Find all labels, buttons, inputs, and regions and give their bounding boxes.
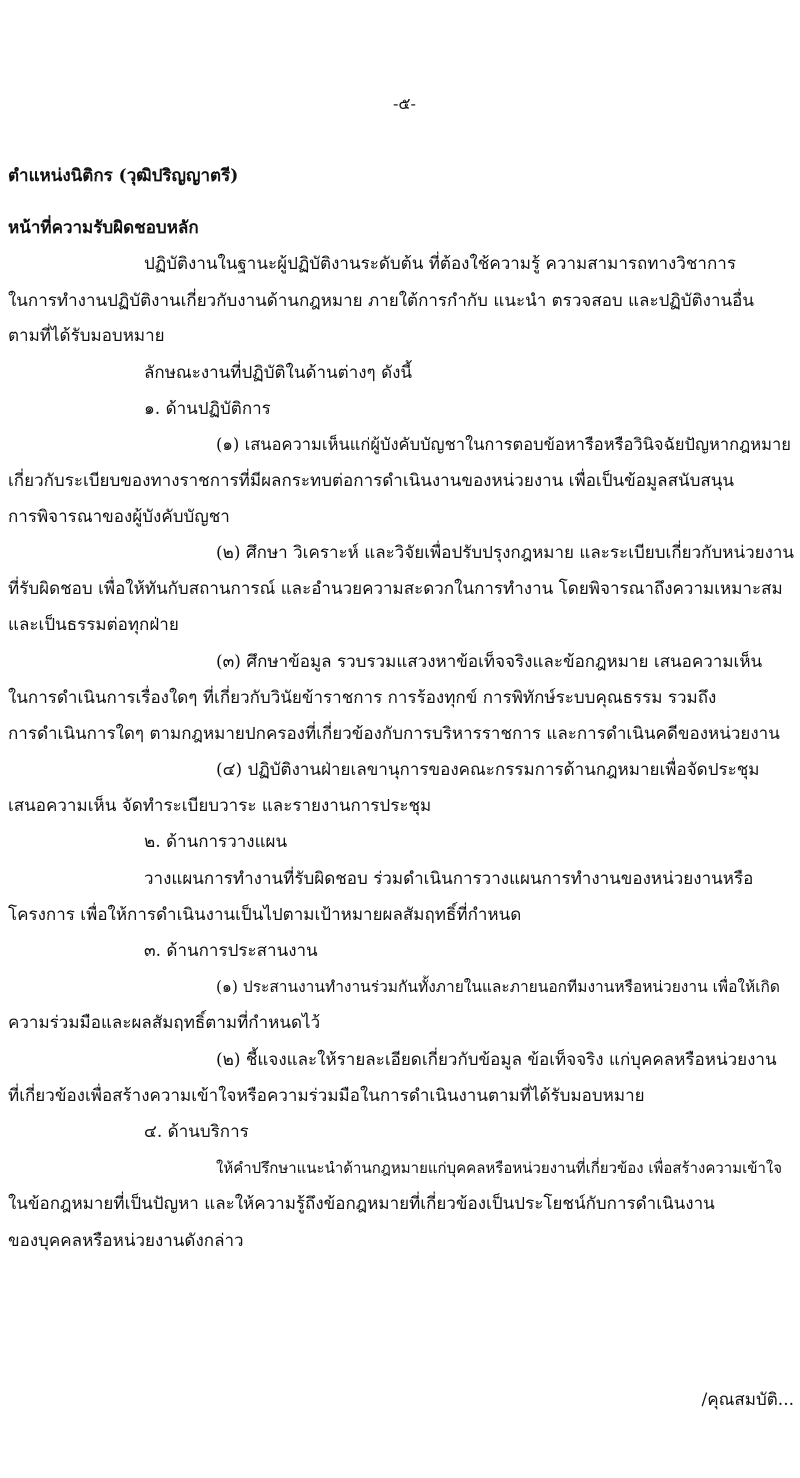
position-title: ตำแหน่งนิติกร (วุฒิปริญญาตรี) [8,166,239,186]
body-line: วางแผนการทำงานที่รับผิดชอบ ร่วมดำเนินการวางแผนการทำงานของหน่วยงานหรือ [144,869,754,889]
body-line: ในข้อกฎหมายที่เป็นปัญหา และให้ความรู้ถึงข้อกฎหมายที่เกี่ยวข้องเป็นประโยชน์กับการดำเนินงาน [8,1194,715,1214]
body-line: ตามที่ได้รับมอบหมาย [8,326,165,346]
body-line: ในการทำงานปฏิบัติงานเกี่ยวกับงานด้านกฎหมาย ภายใต้การกำกับ แนะนำ ตรวจสอบ และปฏิบัติงานอื่น [8,291,754,311]
body-line: ให้คำปรึกษาแนะนำด้านกฎหมายแก่บุคคลหรือหน่วยงานที่เกี่ยวข้อง เพื่อสร้างความเข้าใจ [216,1159,783,1177]
body-line: ๔. ด้านบริการ [144,1122,249,1142]
body-line: ของบุคคลหรือหน่วยงานดังกล่าว [8,1231,244,1251]
body-line: ที่รับผิดชอบ เพื่อให้ทันกับสถานการณ์ และอำนวยความสะดวกในการทำงาน โดยพิจารณาถึงความเหมาะสม [8,579,783,599]
body-line: และเป็นธรรมต่อทุกฝ่าย [8,615,179,635]
body-line: (๓) ศึกษาข้อมูล รวบรวมแสวงหาข้อเท็จจริงและข้อกฎหมาย เสนอความเห็น [216,652,763,672]
body-line: (๑) ประสานงานทำงานร่วมกันทั้งภายในและภายนอกทีมงานหรือหน่วยงาน เพื่อให้เกิด [216,978,780,996]
continuation-note: /คุณสมบัติ... [701,1390,794,1410]
body-line: โครงการ เพื่อให้การดำเนินงานเป็นไปตามเป้าหมายผลสัมฤทธิ์ที่กำหนด [8,905,522,925]
body-line: (๔) ปฏิบัติงานฝ่ายเลขานุการของคณะกรรมการด้านกฎหมายเพื่อจัดประชุม [216,760,760,780]
body-line: การดำเนินการใดๆ ตามกฎหมายปกครองที่เกี่ยวข้องกับการบริหารราชการ และการดำเนินคดีของหน่วยงาน [8,724,780,744]
body-line: เกี่ยวกับระเบียบของทางราชการที่มีผลกระทบต่อการดำเนินงานของหน่วยงาน เพื่อเป็นข้อมูลสนับสนุน [8,471,734,491]
body-line: ที่เกี่ยวข้องเพื่อสร้างความเข้าใจหรือความร่วมมือในการดำเนินงานตามที่ได้รับมอบหมาย [8,1086,645,1106]
body-line: ลักษณะงานที่ปฏิบัติในด้านต่างๆ ดังนี้ [144,363,413,383]
page-number: -๕- [393,94,416,113]
body-line: (๒) ศึกษา วิเคราะห์ และวิจัยเพื่อปรับปรุงกฎหมาย และระเบียบเกี่ยวกับหน่วยงาน [216,543,795,563]
body-line: (๒) ชี้แจงและให้รายละเอียดเกี่ยวกับข้อมูล ข้อเท็จจริง แก่บุคคลหรือหน่วยงาน [216,1050,777,1070]
body-line: ๒. ด้านการวางแผน [144,832,288,852]
body-line: เสนอความเห็น จัดทำระเบียบวาระ และรายงานการประชุม [8,796,432,816]
section-heading: หน้าที่ความรับผิดชอบหลัก [8,218,199,238]
body-line: (๑) เสนอความเห็นแก่ผู้บังคับบัญชาในการตอบข้อหารือหรือวินิจฉัยปัญหากฎหมาย [216,435,791,454]
body-line: ๓. ด้านการประสานงาน [144,941,318,961]
body-line: ๑. ด้านปฏิบัติการ [144,399,271,419]
body-line: ความร่วมมือและผลสัมฤทธิ์ตามที่กำหนดไว้ [8,1013,321,1033]
body-line: การพิจารณาของผู้บังคับบัญชา [8,507,230,527]
body-line: ในการดำเนินการเรื่องใดๆ ที่เกี่ยวกับวินัยข้าราชการ การร้องทุกข์ การพิทักษ์ระบบคุณธรรม รวมถึง [8,688,717,708]
body-line: ปฏิบัติงานในฐานะผู้ปฏิบัติงานระดับต้น ที่ต้องใช้ความรู้ ความสามารถทางวิชาการ [144,254,736,274]
